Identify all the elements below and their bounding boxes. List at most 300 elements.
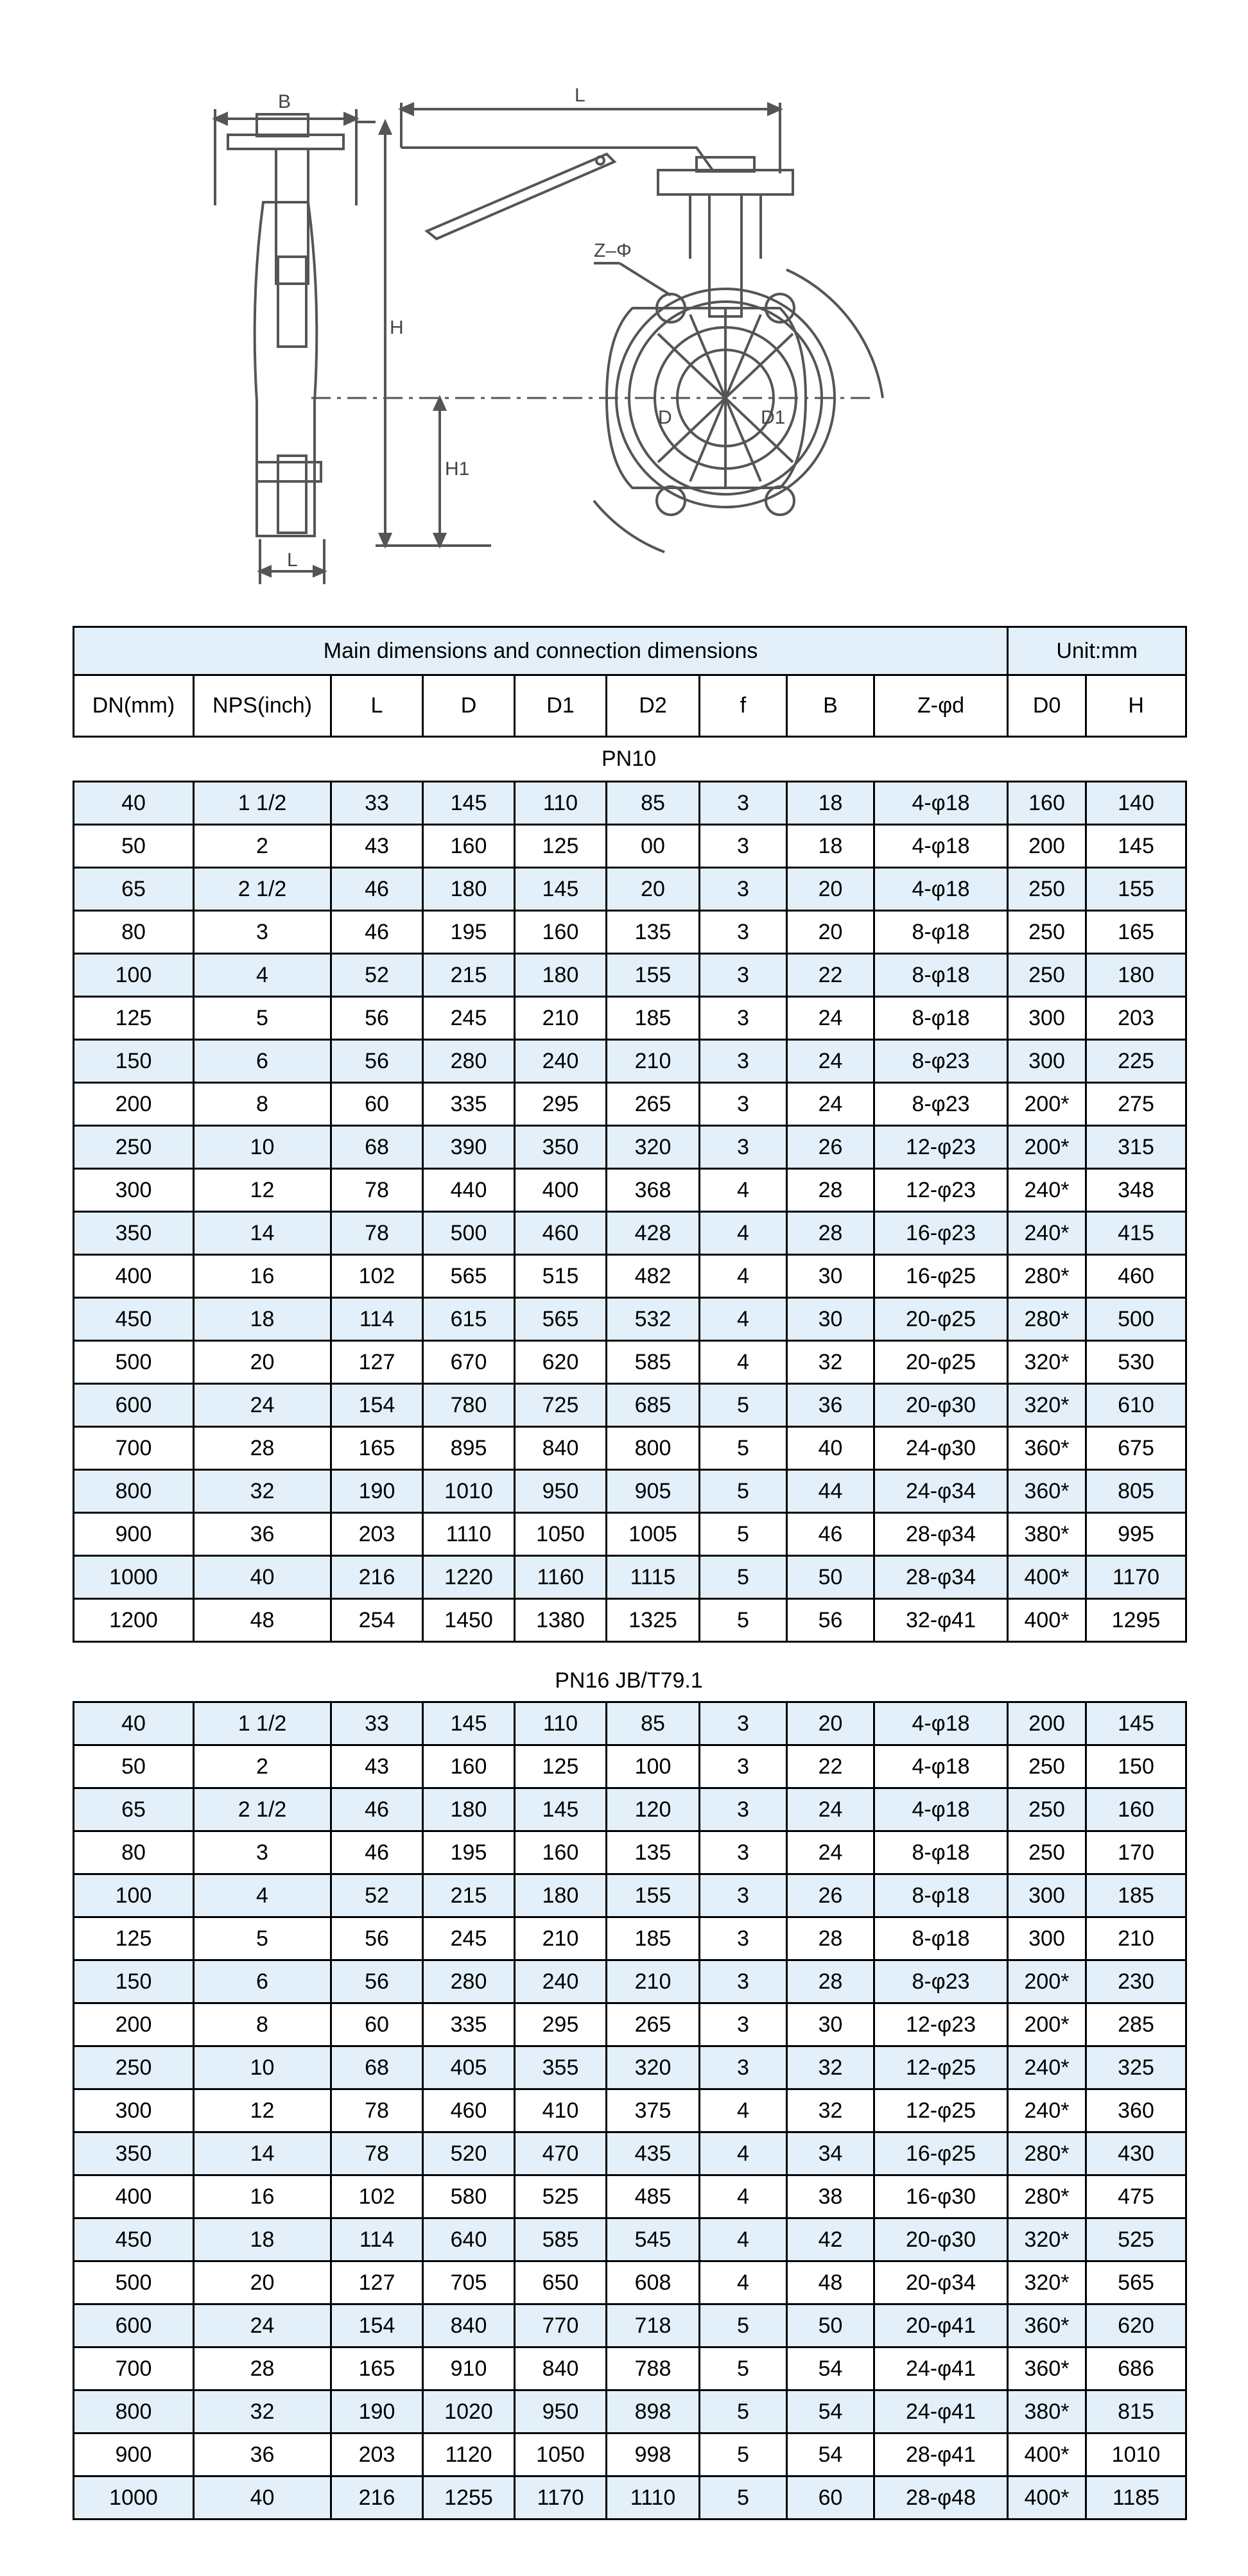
table-cell: 280 xyxy=(423,1040,515,1083)
table-cell: 250 xyxy=(1008,1831,1086,1874)
table-cell: 135 xyxy=(607,911,700,954)
table-cell: 1380 xyxy=(515,1599,607,1642)
table-cell: 1050 xyxy=(515,1513,607,1556)
table-cell: 4 xyxy=(194,1874,331,1917)
table-cell: 580 xyxy=(423,2175,515,2218)
table-cell: 40 xyxy=(194,2477,331,2520)
table-cell: 428 xyxy=(607,1212,700,1255)
table-row xyxy=(74,2304,1186,2347)
table-cell: 600 xyxy=(74,2304,194,2347)
table-cell: 640 xyxy=(423,2218,515,2261)
table-cell: 46 xyxy=(787,1513,874,1556)
table-cell: 815 xyxy=(1086,2390,1186,2433)
table-cell: 500 xyxy=(423,1212,515,1255)
table-cell: 4-φ18 xyxy=(874,1788,1008,1831)
table-cell: 40 xyxy=(74,1702,194,1745)
table-cell: 4 xyxy=(700,2218,787,2261)
table-cell: 28-φ34 xyxy=(874,1513,1008,1556)
table-cell: 68 xyxy=(331,1126,423,1169)
table-cell: 160 xyxy=(1086,1788,1186,1831)
table-cell: 5 xyxy=(700,1513,787,1556)
table-cell: 435 xyxy=(607,2132,700,2175)
table-cell: 840 xyxy=(515,1427,607,1470)
table-cell: 410 xyxy=(515,2089,607,2132)
table-cell: 42 xyxy=(787,2218,874,2261)
table-cell: 1050 xyxy=(515,2433,607,2477)
column-header: L xyxy=(331,675,423,737)
table-cell: 685 xyxy=(607,1384,700,1427)
table-cell: 85 xyxy=(607,1702,700,1745)
unit-label: Unit:mm xyxy=(1008,627,1186,675)
table-cell: 56 xyxy=(331,1960,423,2003)
table-cell: 1200 xyxy=(74,1599,194,1642)
table-cell: 36 xyxy=(194,1513,331,1556)
table-cell: 2 xyxy=(194,825,331,868)
table-cell: 8 xyxy=(194,1083,331,1126)
table-cell: 840 xyxy=(515,2347,607,2390)
table-cell: 65 xyxy=(74,1788,194,1831)
table-cell: 8-φ23 xyxy=(874,1083,1008,1126)
table-cell: 3 xyxy=(700,868,787,911)
table-cell: 670 xyxy=(423,1341,515,1384)
table-cell: 56 xyxy=(787,1599,874,1642)
table-cell: 368 xyxy=(607,1169,700,1212)
table-cell: 8 xyxy=(194,2003,331,2046)
table-cell: 390 xyxy=(423,1126,515,1169)
table-cell: 52 xyxy=(331,1874,423,1917)
table-cell: 360* xyxy=(1008,1470,1086,1513)
table-row xyxy=(74,1169,1186,1212)
table-cell: 43 xyxy=(331,1745,423,1788)
table-cell: 245 xyxy=(423,1917,515,1960)
table-cell: 530 xyxy=(1086,1341,1186,1384)
column-header: B xyxy=(787,675,874,737)
table-cell: 700 xyxy=(74,1427,194,1470)
table-cell: 46 xyxy=(331,911,423,954)
table-cell: 154 xyxy=(331,1384,423,1427)
table-cell: 18 xyxy=(787,825,874,868)
table-cell: 12 xyxy=(194,2089,331,2132)
table-cell: 400 xyxy=(74,1255,194,1298)
table-cell: 12-φ25 xyxy=(874,2089,1008,2132)
table-row xyxy=(74,2433,1186,2477)
table-cell: 350 xyxy=(74,1212,194,1255)
table-cell: 3 xyxy=(700,1126,787,1169)
table-cell: 900 xyxy=(74,1513,194,1556)
table-cell: 5 xyxy=(700,2390,787,2433)
table-cell: 127 xyxy=(331,2261,423,2304)
table-cell: 200* xyxy=(1008,1126,1086,1169)
table-cell: 240 xyxy=(515,1040,607,1083)
table-cell: 32 xyxy=(194,1470,331,1513)
table-cell: 350 xyxy=(74,2132,194,2175)
table-cell: 20-φ41 xyxy=(874,2304,1008,2347)
pn10-table xyxy=(73,781,1187,1643)
table-cell: 5 xyxy=(700,1427,787,1470)
table-cell: 400* xyxy=(1008,2433,1086,2477)
table-cell: 48 xyxy=(194,1599,331,1642)
table-cell: 8-φ23 xyxy=(874,1960,1008,2003)
table-cell: 450 xyxy=(74,2218,194,2261)
table-cell: 16 xyxy=(194,1255,331,1298)
table-row xyxy=(74,2477,1186,2520)
label-h1: H1 xyxy=(445,458,470,480)
table-row xyxy=(74,1298,1186,1341)
table-cell: 800 xyxy=(74,2390,194,2433)
table-cell: 20 xyxy=(194,2261,331,2304)
table-cell: 565 xyxy=(515,1298,607,1341)
table-cell: 100 xyxy=(74,954,194,997)
table-cell: 120 xyxy=(607,1788,700,1831)
table-cell: 780 xyxy=(423,1384,515,1427)
table-cell: 585 xyxy=(515,2218,607,2261)
table-cell: 10 xyxy=(194,2046,331,2089)
table-cell: 54 xyxy=(787,2390,874,2433)
table-cell: 250 xyxy=(1008,911,1086,954)
table-cell: 216 xyxy=(331,2477,423,2520)
table-cell: 40 xyxy=(194,1556,331,1599)
table-cell: 44 xyxy=(787,1470,874,1513)
table-cell: 24 xyxy=(787,1831,874,1874)
table-cell: 520 xyxy=(423,2132,515,2175)
table-cell: 1110 xyxy=(607,2477,700,2520)
table-cell: 275 xyxy=(1086,1083,1186,1126)
column-header: NPS(inch) xyxy=(194,675,331,737)
table-cell: 800 xyxy=(74,1470,194,1513)
table-cell: 150 xyxy=(74,1040,194,1083)
label-b: B xyxy=(278,91,291,112)
table-cell: 705 xyxy=(423,2261,515,2304)
table-cell: 4-φ18 xyxy=(874,782,1008,825)
table-cell: 8-φ18 xyxy=(874,1831,1008,1874)
table-cell: 20 xyxy=(607,868,700,911)
table-cell: 200 xyxy=(74,1083,194,1126)
table-cell: 400* xyxy=(1008,1599,1086,1642)
column-header: f xyxy=(700,675,787,737)
table-cell: 998 xyxy=(607,2433,700,2477)
table-cell: 545 xyxy=(607,2218,700,2261)
table-cell: 50 xyxy=(787,2304,874,2347)
table-cell: 56 xyxy=(331,1040,423,1083)
table-row xyxy=(74,2089,1186,2132)
table-cell: 325 xyxy=(1086,2046,1186,2089)
table-cell: 85 xyxy=(607,782,700,825)
table-cell: 36 xyxy=(787,1384,874,1427)
table-cell: 180 xyxy=(423,868,515,911)
table-cell: 1325 xyxy=(607,1599,700,1642)
table-cell: 33 xyxy=(331,782,423,825)
table-cell: 3 xyxy=(700,2003,787,2046)
table-cell: 3 xyxy=(700,1874,787,1917)
table-cell: 300 xyxy=(1008,1917,1086,1960)
table-cell: 16 xyxy=(194,2175,331,2218)
table-cell: 4 xyxy=(700,2089,787,2132)
column-header: DN(mm) xyxy=(74,675,194,737)
table-cell: 4 xyxy=(700,1212,787,1255)
table-cell: 165 xyxy=(1086,911,1186,954)
table-cell: 102 xyxy=(331,1255,423,1298)
table-cell: 898 xyxy=(607,2390,700,2433)
table-cell: 335 xyxy=(423,1083,515,1126)
table-cell: 145 xyxy=(515,868,607,911)
table-cell: 3 xyxy=(700,1917,787,1960)
table-cell: 585 xyxy=(607,1341,700,1384)
table-cell: 125 xyxy=(515,825,607,868)
table-cell: 620 xyxy=(1086,2304,1186,2347)
table-cell: 28-φ48 xyxy=(874,2477,1008,2520)
table-cell: 300 xyxy=(74,2089,194,2132)
table-cell: 215 xyxy=(423,1874,515,1917)
table-cell: 500 xyxy=(1086,1298,1186,1341)
table-cell: 770 xyxy=(515,2304,607,2347)
table-cell: 245 xyxy=(423,997,515,1040)
table-row xyxy=(74,825,1186,868)
table-row xyxy=(74,782,1186,825)
table-cell: 615 xyxy=(423,1298,515,1341)
table-row xyxy=(74,1083,1186,1126)
table-cell: 230 xyxy=(1086,1960,1186,2003)
table-cell: 210 xyxy=(515,997,607,1040)
table-cell: 155 xyxy=(607,954,700,997)
table-cell: 315 xyxy=(1086,1126,1186,1169)
table-cell: 718 xyxy=(607,2304,700,2347)
table-cell: 28 xyxy=(787,1917,874,1960)
table-cell: 50 xyxy=(74,825,194,868)
table-cell: 280* xyxy=(1008,1298,1086,1341)
table-cell: 22 xyxy=(787,1745,874,1788)
table-cell: 360* xyxy=(1008,2347,1086,2390)
table-cell: 240* xyxy=(1008,1212,1086,1255)
table-cell: 1000 xyxy=(74,1556,194,1599)
table-cell: 12-φ25 xyxy=(874,2046,1008,2089)
table-cell: 900 xyxy=(74,2433,194,2477)
table-cell: 4 xyxy=(700,1298,787,1341)
table-cell: 620 xyxy=(515,1341,607,1384)
table-cell: 265 xyxy=(607,1083,700,1126)
table-cell: 610 xyxy=(1086,1384,1186,1427)
table-cell: 350 xyxy=(515,1126,607,1169)
table-cell: 215 xyxy=(423,954,515,997)
table-row xyxy=(74,1040,1186,1083)
table-row xyxy=(74,1745,1186,1788)
table-cell: 4 xyxy=(700,1255,787,1298)
table-cell: 8-φ23 xyxy=(874,1040,1008,1083)
table-cell: 3 xyxy=(700,1083,787,1126)
table-cell: 16-φ25 xyxy=(874,2132,1008,2175)
table-cell: 250 xyxy=(1008,1745,1086,1788)
table-cell: 30 xyxy=(787,1298,874,1341)
table-cell: 440 xyxy=(423,1169,515,1212)
table-cell: 675 xyxy=(1086,1427,1186,1470)
table-cell: 20 xyxy=(787,911,874,954)
table-cell: 160 xyxy=(423,1745,515,1788)
table-cell: 4-φ18 xyxy=(874,1702,1008,1745)
table-cell: 450 xyxy=(74,1298,194,1341)
label-h: H xyxy=(390,317,404,338)
table-cell: 18 xyxy=(194,1298,331,1341)
table-cell: 1220 xyxy=(423,1556,515,1599)
table-cell: 725 xyxy=(515,1384,607,1427)
table-cell: 16-φ23 xyxy=(874,1212,1008,1255)
table-cell: 320 xyxy=(607,1126,700,1169)
table-cell: 100 xyxy=(607,1745,700,1788)
table-cell: 200* xyxy=(1008,2003,1086,2046)
table-row xyxy=(74,2132,1186,2175)
table-cell: 5 xyxy=(194,1917,331,1960)
table-cell: 300 xyxy=(1008,997,1086,1040)
table-cell: 30 xyxy=(787,2003,874,2046)
column-header: D0 xyxy=(1008,675,1086,737)
label-d1: D1 xyxy=(761,407,786,428)
table-cell: 50 xyxy=(787,1556,874,1599)
table-cell: 12 xyxy=(194,1169,331,1212)
table-cell: 6 xyxy=(194,1960,331,2003)
table-cell: 24-φ30 xyxy=(874,1427,1008,1470)
table-cell: 26 xyxy=(787,1126,874,1169)
table-cell: 210 xyxy=(515,1917,607,1960)
table-row xyxy=(74,1212,1186,1255)
table-cell: 1450 xyxy=(423,1599,515,1642)
table-cell: 22 xyxy=(787,954,874,997)
table-cell: 360 xyxy=(1086,2089,1186,2132)
table-cell: 210 xyxy=(1086,1917,1186,1960)
table-cell: 78 xyxy=(331,2089,423,2132)
table-cell: 24 xyxy=(194,1384,331,1427)
table-cell: 28 xyxy=(787,1212,874,1255)
table-cell: 950 xyxy=(515,2390,607,2433)
table-cell: 185 xyxy=(607,997,700,1040)
table-cell: 60 xyxy=(331,1083,423,1126)
table-cell: 6 xyxy=(194,1040,331,1083)
table-cell: 5 xyxy=(700,2347,787,2390)
table-cell: 145 xyxy=(1086,1702,1186,1745)
table-cell: 500 xyxy=(74,2261,194,2304)
table-cell: 155 xyxy=(607,1874,700,1917)
table-cell: 200* xyxy=(1008,1960,1086,2003)
table-cell: 300 xyxy=(1008,1874,1086,1917)
table-cell: 36 xyxy=(194,2433,331,2477)
table-cell: 3 xyxy=(700,825,787,868)
table-cell: 280 xyxy=(423,1960,515,2003)
table-cell: 200 xyxy=(1008,825,1086,868)
table-cell: 525 xyxy=(1086,2218,1186,2261)
table-cell: 895 xyxy=(423,1427,515,1470)
table-cell: 200 xyxy=(74,2003,194,2046)
table-cell: 216 xyxy=(331,1556,423,1599)
table-cell: 24 xyxy=(787,1788,874,1831)
table-cell: 190 xyxy=(331,1470,423,1513)
pn10-caption: PN10 xyxy=(601,747,657,771)
table-row xyxy=(74,1831,1186,1874)
table-cell: 240* xyxy=(1008,1169,1086,1212)
table-cell: 185 xyxy=(607,1917,700,1960)
table-row xyxy=(74,1874,1186,1917)
table-cell: 840 xyxy=(423,2304,515,2347)
table-cell: 125 xyxy=(515,1745,607,1788)
table-cell: 430 xyxy=(1086,2132,1186,2175)
table-row xyxy=(74,1470,1186,1513)
table-cell: 460 xyxy=(423,2089,515,2132)
table-cell: 400 xyxy=(515,1169,607,1212)
table-cell: 68 xyxy=(331,2046,423,2089)
table-cell: 190 xyxy=(331,2390,423,2433)
column-header: D2 xyxy=(607,675,700,737)
label-d: D xyxy=(658,407,672,428)
table-cell: 1005 xyxy=(607,1513,700,1556)
table-cell: 1115 xyxy=(607,1556,700,1599)
table-cell: 28 xyxy=(787,1169,874,1212)
table-cell: 1020 xyxy=(423,2390,515,2433)
table-cell: 4-φ18 xyxy=(874,825,1008,868)
table-cell: 38 xyxy=(787,2175,874,2218)
table-cell: 203 xyxy=(331,1513,423,1556)
table-cell: 280* xyxy=(1008,1255,1086,1298)
table-cell: 165 xyxy=(331,2347,423,2390)
table-cell: 12-φ23 xyxy=(874,2003,1008,2046)
table-cell: 154 xyxy=(331,2304,423,2347)
table-cell: 43 xyxy=(331,825,423,868)
pn16-caption: PN16 JB/T79.1 xyxy=(555,1668,703,1693)
table-cell: 50 xyxy=(74,1745,194,1788)
table-cell: 40 xyxy=(787,1427,874,1470)
table-cell: 32 xyxy=(787,2089,874,2132)
table-cell: 180 xyxy=(515,954,607,997)
table-cell: 250 xyxy=(1008,954,1086,997)
table-cell: 4 xyxy=(700,2132,787,2175)
table-row xyxy=(74,2046,1186,2089)
table-row xyxy=(74,1556,1186,1599)
table-cell: 125 xyxy=(74,997,194,1040)
table-row xyxy=(74,2003,1186,2046)
table-cell: 78 xyxy=(331,1169,423,1212)
table-cell: 460 xyxy=(1086,1255,1186,1298)
table-cell: 8-φ18 xyxy=(874,911,1008,954)
table-cell: 165 xyxy=(331,1427,423,1470)
table-cell: 203 xyxy=(331,2433,423,2477)
table-cell: 8-φ18 xyxy=(874,954,1008,997)
table-cell: 20-φ25 xyxy=(874,1298,1008,1341)
table-cell: 24 xyxy=(194,2304,331,2347)
table-cell: 18 xyxy=(194,2218,331,2261)
table-cell: 18 xyxy=(787,782,874,825)
table-cell: 240* xyxy=(1008,2046,1086,2089)
table-cell: 565 xyxy=(1086,2261,1186,2304)
table-cell: 78 xyxy=(331,2132,423,2175)
table-cell: 20-φ30 xyxy=(874,1384,1008,1427)
table-cell: 48 xyxy=(787,2261,874,2304)
table-cell: 320* xyxy=(1008,1384,1086,1427)
table-cell: 46 xyxy=(331,868,423,911)
table-cell: 52 xyxy=(331,954,423,997)
table-cell: 240 xyxy=(515,1960,607,2003)
table-cell: 4 xyxy=(194,954,331,997)
label-z-phi: Z–Φ xyxy=(594,240,632,261)
table-cell: 33 xyxy=(331,1702,423,1745)
table-row xyxy=(74,997,1186,1040)
table-cell: 1255 xyxy=(423,2477,515,2520)
table-cell: 32 xyxy=(194,2390,331,2433)
dimensions-header-table xyxy=(73,626,1187,738)
table-cell: 4 xyxy=(700,1341,787,1384)
table-cell: 5 xyxy=(194,997,331,1040)
table-row xyxy=(74,1126,1186,1169)
table-cell: 3 xyxy=(700,1702,787,1745)
table-row xyxy=(74,1255,1186,1298)
table-cell: 34 xyxy=(787,2132,874,2175)
column-header: D xyxy=(423,675,515,737)
table-cell: 700 xyxy=(74,2347,194,2390)
table-cell: 20-φ30 xyxy=(874,2218,1008,2261)
